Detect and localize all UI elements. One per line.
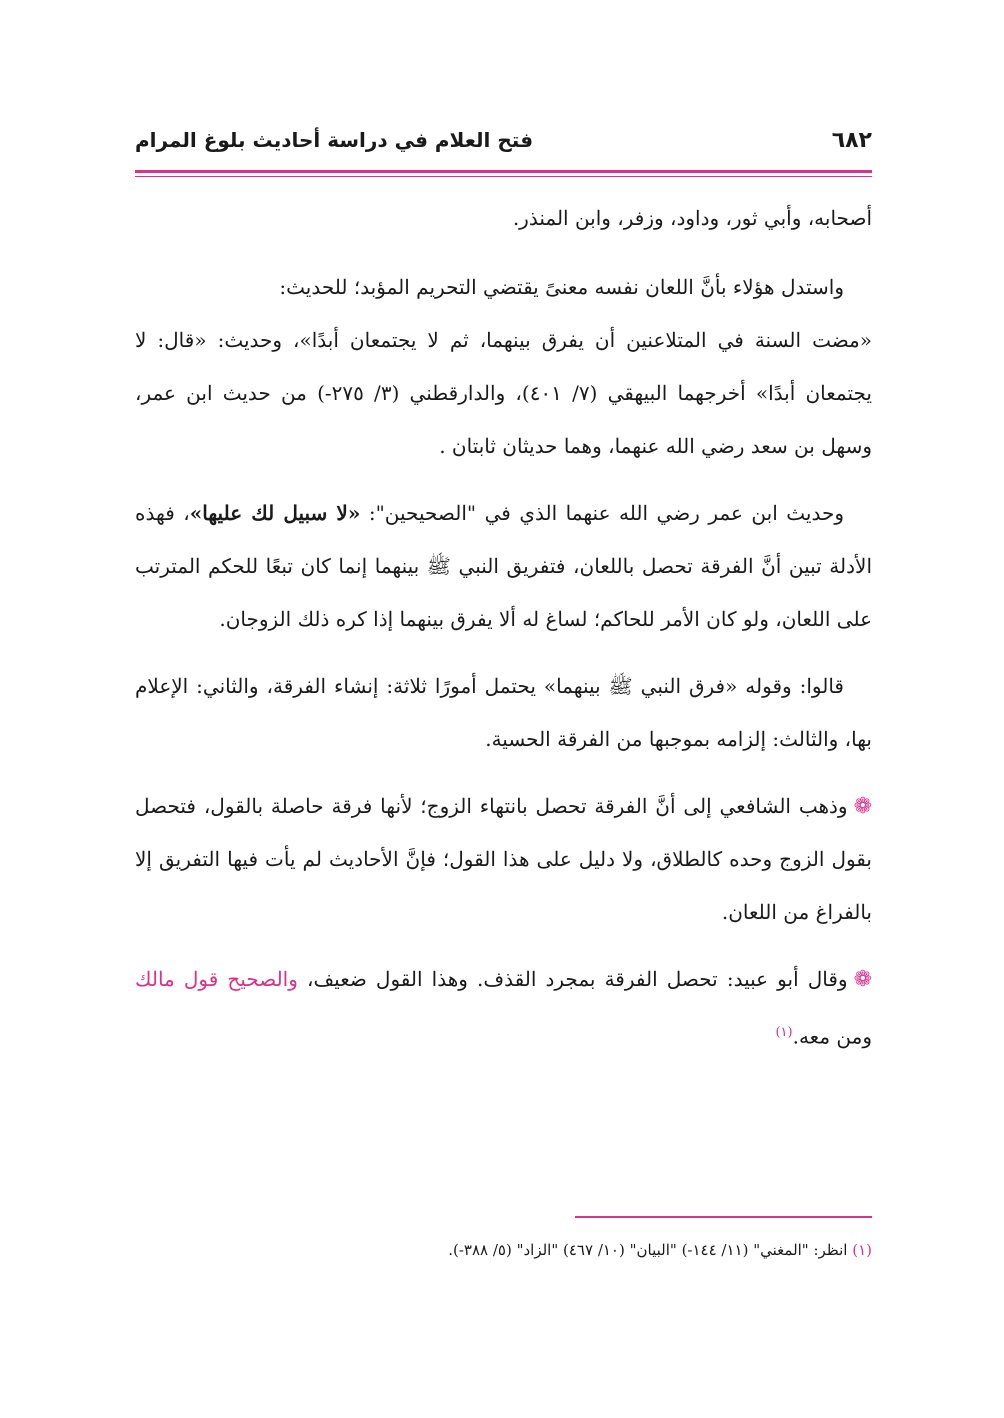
hadith-quote-2: «قال: لا يجتمعان أبدًا»: [135, 328, 872, 405]
header-rule-thin: [135, 176, 872, 177]
footnote-text: انظر: "المغني" (١١/ ١٤٤-) "البيان" (١٠/ ٤٦٧) "الزاد" (٥/ ٣٨٨-).: [448, 1241, 853, 1259]
document-page: [135, 0, 872, 1418]
flower-bullet-icon: ❁: [853, 967, 873, 992]
highlighted-phrase: والصحيح قول مالك: [135, 967, 298, 991]
hadith-quote-1: «مضت السنة في المتلاعنين أن يفرق بينهما، ثم لا يجتمعان أبدًا»: [299, 328, 873, 352]
footnote-rule: [575, 1216, 872, 1218]
footnote-number: (١): [852, 1241, 872, 1259]
main-text: [135, 192, 872, 1078]
hadith-quote-3: «لا سبيل لك عليها»: [189, 501, 361, 525]
paragraph-3: وحديث ابن عمر رضي الله عنهما الذي في "الصحيحين": «لا سبيل لك عليها»، فهذه الأدلة تبين أنَّ الفرقة تحصل باللعان، فتفريق النبي ﷺ بينهما إنما كان تبعًا للحكم المترتب على اللعان، ولو كان الأمر للحاكم؛ لساغ له ألا يفرق بينهما إذا كره ذلك الزوجان.: [135, 501, 872, 631]
paragraph-5: ❁وذهب الشافعي إلى أنَّ الفرقة تحصل بانتهاء الزوج؛ لأنها فرقة حاصلة بالقول، فتحصل بقول الزوج وحده كالطلاق، ولا دليل على هذا القول؛ فإنَّ الأحاديث لم يأت فيها التفريق إلا بالفراغ من اللعان.: [135, 794, 872, 924]
book-title: فتح العلام في دراسة أحاديث بلوغ المرام: [135, 128, 534, 152]
paragraph-1: أصحابه، وأبي ثور، وداود، وزفر، وابن المنذر.: [512, 206, 872, 230]
running-header: [135, 128, 872, 162]
footnote-marker[interactable]: (١): [775, 1025, 793, 1040]
hadith-quote-4: «فرق النبي ﷺ بينهما»: [543, 674, 738, 698]
paragraph-4: قالوا: وقوله «فرق النبي ﷺ بينهما» يحتمل أمورًا ثلاثة: إنشاء الفرقة، والثاني: الإعلام بها، والثالث: إلزامه بموجبها من الفرقة الحسية.: [135, 674, 872, 751]
header-rule-thick: [135, 170, 872, 173]
paragraph-6: ❁وقال أبو عبيد: تحصل الفرقة بمجرد القذف. وهذا القول ضعيف، والصحيح قول مالك ومن معه.$^{(١)}$: [135, 967, 873, 1049]
page-number: ٦٨٢: [831, 128, 872, 153]
footnote: [135, 1238, 872, 1262]
flower-bullet-icon: ❁: [853, 794, 872, 819]
paragraph-2: واستدل هؤلاء بأنَّ اللعان نفسه معنىً يقتضي التحريم المؤبد؛ للحديث: «مضت السنة في المتلاعنين أن يفرق بينهما، ثم لا يجتمعان أبدًا»، وحديث: «قال: لا يجتمعان أبدًا» أخرجهما البيهقي (٧/ ٤٠١)، والدارقطني (٣/ ٢٧٥-) من حديث ابن عمر، وسهل بن سعد رضي الله عنهما، وهما حديثان ثابتان .: [135, 275, 873, 458]
